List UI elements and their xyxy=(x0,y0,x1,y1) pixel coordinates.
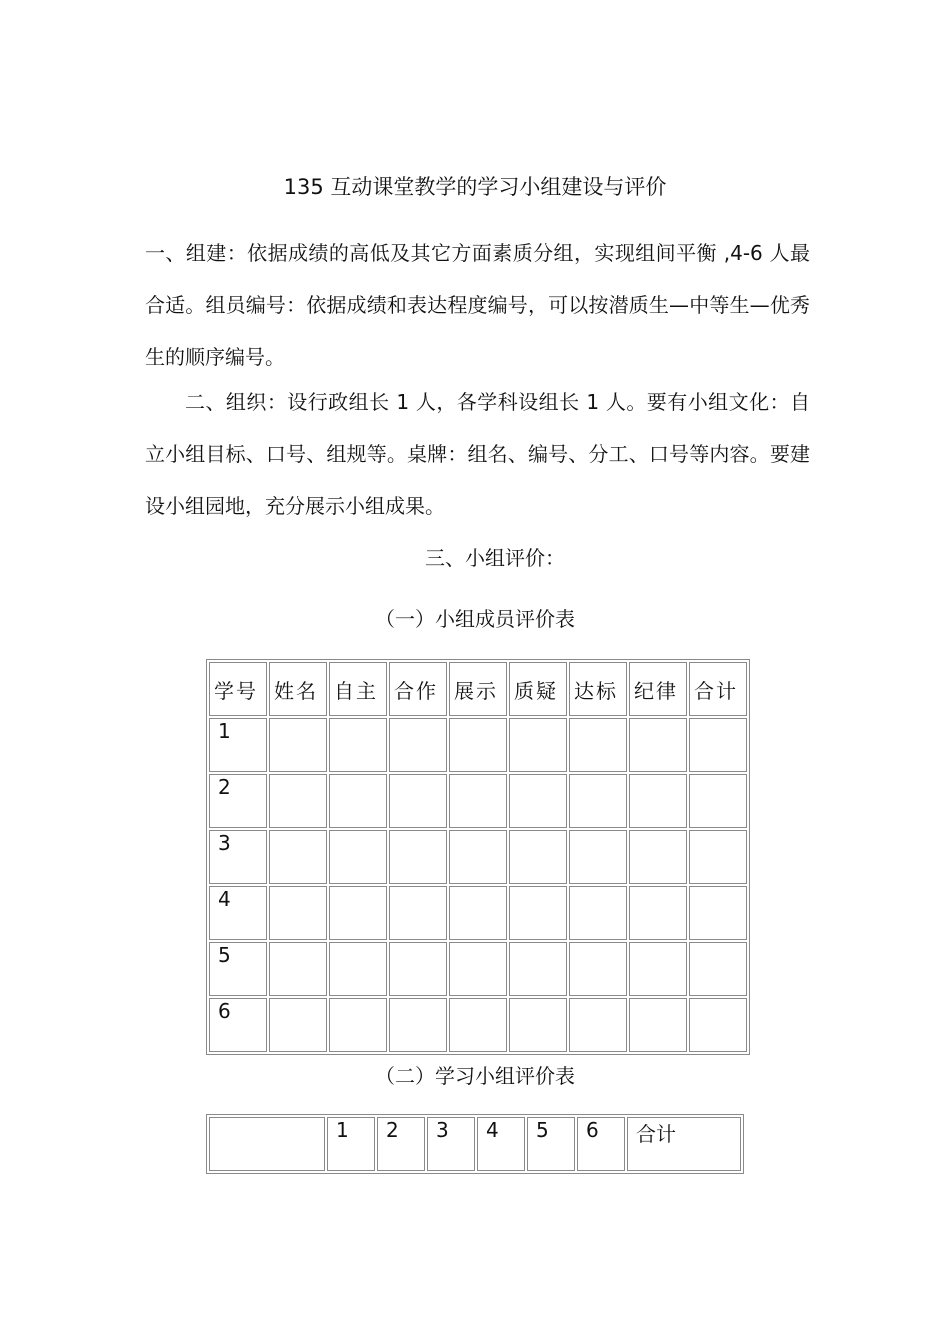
empty-cell xyxy=(329,998,387,1052)
empty-cell xyxy=(569,774,627,828)
empty-cell xyxy=(329,886,387,940)
empty-cell xyxy=(569,942,627,996)
empty-cell xyxy=(269,886,327,940)
table-row xyxy=(209,942,747,996)
empty-cell xyxy=(389,774,447,828)
row-number-cell: 3 xyxy=(209,830,267,884)
header-cell: 合计 xyxy=(627,1117,741,1171)
empty-cell xyxy=(269,942,327,996)
empty-cell xyxy=(629,886,687,940)
header-cell xyxy=(209,1117,325,1171)
empty-cell xyxy=(269,774,327,828)
header-cell: 姓名 xyxy=(269,662,327,716)
table-1-caption: （一）小组成员评价表 xyxy=(375,607,575,631)
member-evaluation-table xyxy=(206,659,750,1055)
table-header-row xyxy=(209,662,747,716)
empty-cell xyxy=(509,998,567,1052)
empty-cell xyxy=(329,942,387,996)
table-row xyxy=(209,774,747,828)
empty-cell xyxy=(389,942,447,996)
empty-cell xyxy=(569,718,627,772)
group-evaluation-table xyxy=(206,1114,744,1174)
empty-cell xyxy=(449,998,507,1052)
empty-cell xyxy=(269,830,327,884)
header-cell: 2 xyxy=(377,1117,425,1171)
table-header-row xyxy=(209,1117,741,1171)
empty-cell xyxy=(509,886,567,940)
empty-cell xyxy=(449,942,507,996)
empty-cell xyxy=(329,718,387,772)
empty-cell xyxy=(389,718,447,772)
empty-cell xyxy=(569,998,627,1052)
table-row xyxy=(209,886,747,940)
section-1-paragraph: 一、组建：依据成绩的高低及其它方面素质分组，实现组间平衡 ,4-6 人最合适。组员编号：依据成绩和表达程度编号，可以按潜质生—中等生—优秀生的顺序编号。 xyxy=(145,241,810,369)
empty-cell xyxy=(389,830,447,884)
empty-cell xyxy=(269,998,327,1052)
empty-cell xyxy=(509,942,567,996)
section-2-paragraph: 二、组织：设行政组长 1 人，各学科设组长 1 人。要有小组文化：自立小组目标、口号、组规等。桌牌：组名、编号、分工、口号等内容。要建设小组园地，充分展示小组成果。 xyxy=(145,390,810,518)
table-row xyxy=(209,998,747,1052)
header-cell: 3 xyxy=(427,1117,475,1171)
row-number-cell: 2 xyxy=(209,774,267,828)
empty-cell xyxy=(329,830,387,884)
header-cell: 展示 xyxy=(449,662,507,716)
header-cell: 合计 xyxy=(689,662,747,716)
document-title: 135 互动课堂教学的学习小组建设与评价 xyxy=(283,175,667,199)
header-cell: 6 xyxy=(577,1117,625,1171)
empty-cell xyxy=(269,718,327,772)
empty-cell xyxy=(329,774,387,828)
table-row xyxy=(209,718,747,772)
empty-cell xyxy=(689,998,747,1052)
empty-cell xyxy=(509,830,567,884)
header-cell: 自主 xyxy=(329,662,387,716)
empty-cell xyxy=(689,830,747,884)
row-number-cell: 6 xyxy=(209,998,267,1052)
table-row xyxy=(209,830,747,884)
section-3-heading: 三、小组评价： xyxy=(425,546,565,570)
empty-cell xyxy=(449,774,507,828)
empty-cell xyxy=(449,830,507,884)
empty-cell xyxy=(389,886,447,940)
empty-cell xyxy=(689,718,747,772)
header-cell: 达标 xyxy=(569,662,627,716)
row-number-cell: 4 xyxy=(209,886,267,940)
header-cell: 质疑 xyxy=(509,662,567,716)
empty-cell xyxy=(509,718,567,772)
empty-cell xyxy=(629,942,687,996)
header-cell: 1 xyxy=(327,1117,375,1171)
row-number-cell: 5 xyxy=(209,942,267,996)
empty-cell xyxy=(569,886,627,940)
empty-cell xyxy=(629,718,687,772)
empty-cell xyxy=(449,718,507,772)
empty-cell xyxy=(629,998,687,1052)
empty-cell xyxy=(689,942,747,996)
header-cell: 4 xyxy=(477,1117,525,1171)
empty-cell xyxy=(389,998,447,1052)
header-cell: 5 xyxy=(527,1117,575,1171)
empty-cell xyxy=(449,886,507,940)
header-cell: 合作 xyxy=(389,662,447,716)
header-cell: 学号 xyxy=(209,662,267,716)
row-number-cell: 1 xyxy=(209,718,267,772)
empty-cell xyxy=(689,886,747,940)
empty-cell xyxy=(569,830,627,884)
empty-cell xyxy=(629,774,687,828)
table-2-caption: （二）学习小组评价表 xyxy=(375,1064,575,1088)
empty-cell xyxy=(629,830,687,884)
header-cell: 纪律 xyxy=(629,662,687,716)
empty-cell xyxy=(509,774,567,828)
empty-cell xyxy=(689,774,747,828)
